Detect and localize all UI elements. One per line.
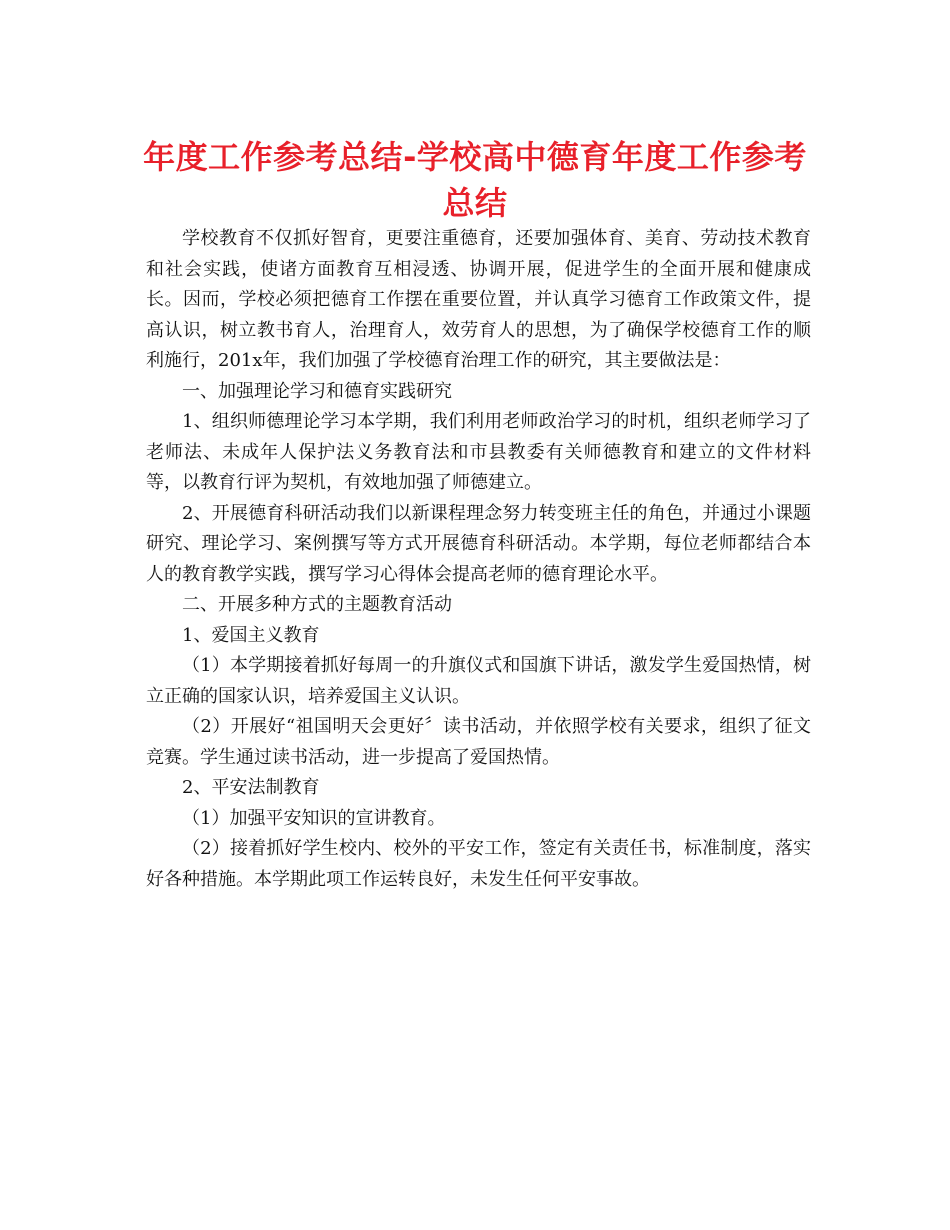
paragraph-2-2-2: （2）接着抓好学生校内、校外的平安工作，签定有关责任书，标准制度，落实好各种措施。本学期此项工作运转良好，未发生任何平安事故。 bbox=[146, 838, 811, 890]
subsection-heading-2-1: 1、爱国主义教育 bbox=[182, 624, 320, 646]
paragraph-2-2-1: （1）加强平安知识的宣讲教育。 bbox=[182, 807, 446, 829]
paragraph-1-2: 2、开展德育科研活动我们以新课程理念努力转变班主任的角色，并通过小课题研究、理论学习、案例撰写等方式开展德育科研活动。本学期，每位老师都结合本人的教育教学实践，撰写学习心得体会提高老师的德育理论水平。 bbox=[146, 502, 811, 585]
paragraph-2-1-2: （2）开展好“祖国明天会更好〞读书活动，并依照学校有关要求，组织了征文竞赛。学生通过读书活动，进一步提高了爱国热情。 bbox=[146, 716, 811, 768]
paragraph-intro: 学校教育不仅抓好智育，更要注重德育，还要加强体育、美育、劳动技术教育和社会实践，使诸方面教育互相浸透、协调开展，促进学生的全面开展和健康成长。因而，学校必须把德育工作摆在重要位置，并认真学习德育工作政策文件，提高认识，树立教书育人，治理育人，效劳育人的思想，为了确保学校德育工作的顺利施行，201x年，我们加强了学校德育治理工作的研究，其主要做法是： bbox=[146, 228, 811, 371]
document-body bbox=[146, 224, 811, 895]
subsection-heading-2-2: 2、平安法制教育 bbox=[182, 777, 320, 798]
section-heading-1: 一、加强理论学习和德育实践研究 bbox=[182, 380, 452, 402]
document-title: 年度工作参考总结-学校高中德育年度工作参考总结 bbox=[143, 138, 807, 222]
paragraph-2-1-1: （1）本学期接着抓好每周一的升旗仪式和国旗下讲话，激发学生爱国热情，树立正确的国家认识，培养爱国主义认识。 bbox=[146, 655, 811, 707]
section-heading-2: 二、开展多种方式的主题教育活动 bbox=[182, 594, 452, 615]
paragraph-1-1: 1、组织师德理论学习本学期，我们利用老师政治学习的时机，组织老师学习了老师法、未成年人保护法义务教育法和市县教委有关师德教育和建立的文件材料等，以教育行评为契机，有效地加强了师德建立。 bbox=[146, 411, 811, 493]
